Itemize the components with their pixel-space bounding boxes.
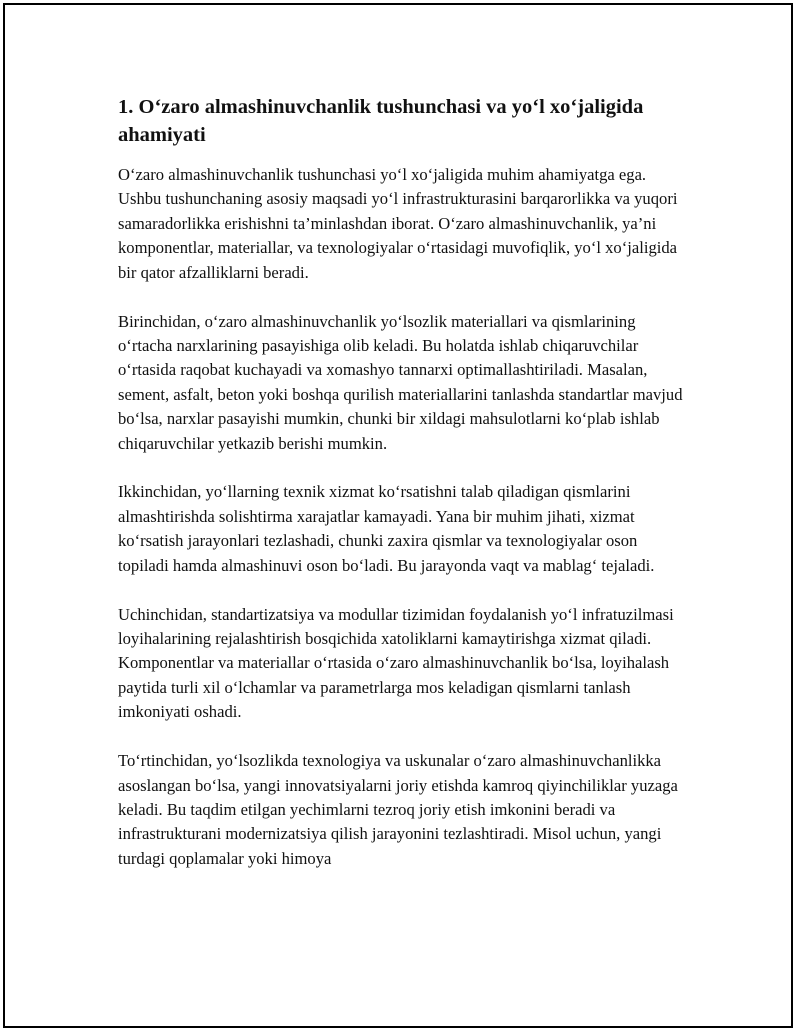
section-heading: 1. O‘zaro almashinuvchanlik tushunchasi va yo‘l xo‘jaligida ahamiyati [118, 96, 644, 146]
document-body [118, 93, 690, 896]
paragraph-intro: O‘zaro almashinuvchanlik tushunchasi yo‘l xo‘jaligida muhim ahamiyatga ega. Ushbu tushunchaning asosiy maqsadi yo‘l infrastrukturasini barqarorlikka va yuqori samaradorlikka erishishni ta’minlashdan iborat. O‘zaro almashinuvchanlik, ya’ni komponentlar, materiallar, va texnologiyalar o‘rtasidagi muvofiqlik, yo‘l xo‘jaligida bir qator afzalliklarni beradi. [118, 165, 678, 282]
paragraph-third: Uchinchidan, standartizatsiya va modullar tizimidan foydalanish yo‘l infratuzilmasi loyihalarining rejalashtirish bosqichida xatoliklarni kamaytirishga xizmat qiladi. Komponentlar va materiallar o‘rtasida o‘zaro almashinuvchanlik bo‘lsa, loyihalash paytida turli xil o‘lchamlar va parametrlarga mos keladigan qismlarni tanlash imkoniyati oshadi. [118, 604, 674, 722]
paragraph-fourth: To‘rtinchidan, yo‘lsozlikda texnologiya va uskunalar o‘zaro almashinuvchanlikka asoslangan bo‘lsa, yangi innovatsiyalarni joriy etishda kamroq qiyinchiliklar yuzaga keladi. Bu taqdim etilgan yechimlarni tezroq joriy etish imkonini beradi va infrastrukturani modernizatsiya qilish jarayonini tezlashtiradi. Misol uchun, yangi turdagi qoplamalar yoki himoya [118, 751, 678, 868]
paragraph-second: Ikkinchidan, yo‘llarning texnik xizmat ko‘rsatishni talab qiladigan qismlarini almashtirishda solishtirma xarajatlar kamayadi. Yana bir muhim jihati, xizmat ko‘rsatish jarayonlari tezlashadi, chunki zaxira qismlar va texnologiyalar oson topiladi hamda almashinuvi oson bo‘ladi. Bu jarayonda vaqt va mablag‘ tejaladi. [118, 482, 655, 575]
paragraph-first: Birinchidan, o‘zaro almashinuvchanlik yo‘lsozlik materiallari va qismlarining o‘rtacha narxlarining pasayishiga olib keladi. Bu holatda ishlab chiqaruvchilar o‘rtasida raqobat kuchayadi va xomashyo tannarxi optimallashtiriladi. Masalan, sement, asfalt, beton yoki boshqa qurilish materiallarini tanlashda standartlar mavjud bo‘lsa, narxlar pasayishi mumkin, chunki bir xildagi mahsulotlarni ko‘plab ishlab chiqaruvchilar yetkazib berishi mumkin. [118, 311, 683, 453]
